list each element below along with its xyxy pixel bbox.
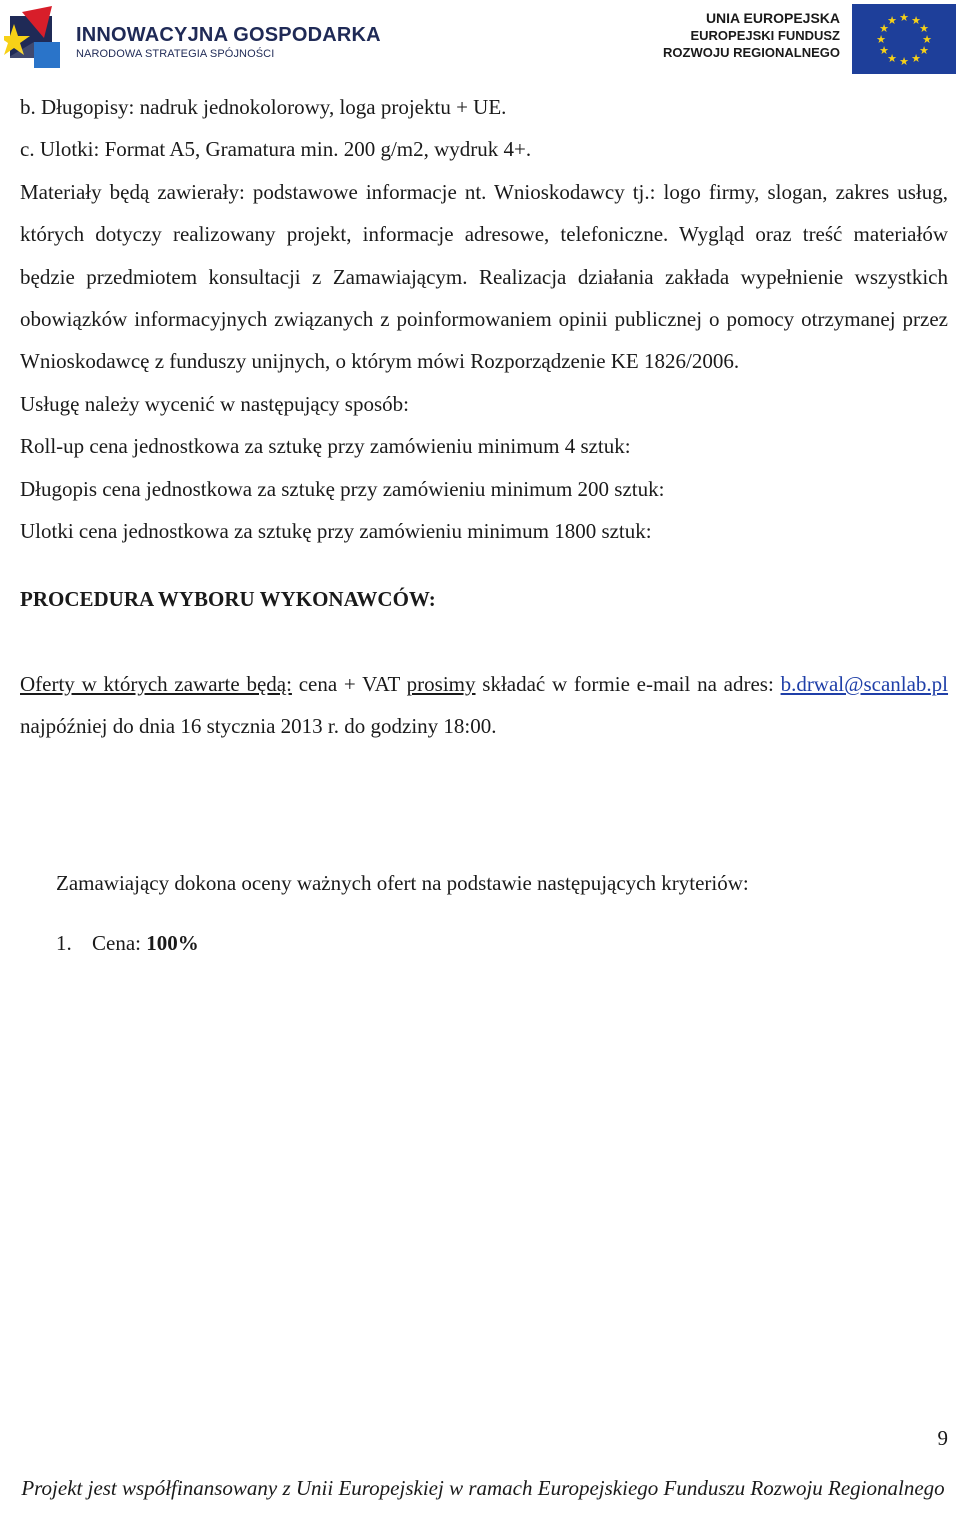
criteria-label: Cena: xyxy=(92,931,141,955)
svg-text:★: ★ xyxy=(887,52,897,65)
pricing-rollup: Roll-up cena jednostkowa za sztukę przy zamówieniu minimum 4 sztuk: xyxy=(20,434,631,459)
eu-line-3: ROZWOJU REGIONALNEGO xyxy=(663,45,840,60)
criteria-item xyxy=(56,922,936,964)
svg-text:★: ★ xyxy=(887,14,897,27)
criteria-number: 1. xyxy=(56,931,72,955)
list-item-c: c. Ulotki: Format A5, Gramatura min. 200 g/m2, wydruk 4+. xyxy=(20,137,532,162)
offer-paragraph xyxy=(20,663,948,748)
ig-title: INNOWACYJNA GOSPODARKA xyxy=(76,24,381,46)
offer-email-link[interactable]: b.drwal@scanlab.pl xyxy=(780,671,949,696)
svg-text:★: ★ xyxy=(899,11,909,24)
svg-text:★: ★ xyxy=(911,14,921,27)
criteria-section xyxy=(56,862,936,964)
pricing-leaflet: Ulotki cena jednostkowa za sztukę przy zamówieniu minimum 1800 sztuk: xyxy=(20,519,652,544)
eu-line-2: EUROPEJSKI FUNDUSZ xyxy=(690,28,840,43)
procedure-heading: PROCEDURA WYBORU WYKONAWCÓW: xyxy=(20,587,436,612)
page-number: 9 xyxy=(937,1426,948,1450)
criteria-intro: Zamawiający dokona oceny ważnych ofert na podstawie następujących kryteriów: xyxy=(56,871,749,895)
svg-text:★: ★ xyxy=(879,44,889,57)
eu-line-1: UNIA EUROPEJSKA xyxy=(705,10,840,26)
eu-logo xyxy=(658,4,958,74)
svg-text:★: ★ xyxy=(919,44,929,57)
pricing-intro: Usługę należy wycenić w następujący sposób: xyxy=(20,391,409,416)
svg-text:★: ★ xyxy=(899,55,909,68)
ig-subtitle: NARODOWA STRATEGIA SPÓJNOŚCI xyxy=(76,48,275,60)
footer-note: Projekt jest współfinansowany z Unii Europejskiej w ramach Europejskiego Funduszu Rozwoju Regionalnego xyxy=(21,1476,945,1500)
svg-text:★: ★ xyxy=(879,22,889,35)
svg-text:★: ★ xyxy=(911,52,921,65)
offer-tail: najpóźniej do dnia 16 stycznia 2013 r. do godziny 18:00. xyxy=(20,714,497,739)
document-body xyxy=(20,86,948,748)
eu-flag-icon xyxy=(852,4,956,74)
ig-logo-icon xyxy=(4,2,66,72)
svg-text:★: ★ xyxy=(919,22,929,35)
offer-prosimy: prosimy xyxy=(406,671,476,696)
offer-vat: VAT xyxy=(362,671,400,696)
svg-text:★: ★ xyxy=(922,33,932,46)
offer-underlined: Oferty w których zawarte będą: xyxy=(20,671,292,696)
svg-text:★: ★ xyxy=(876,33,886,46)
eu-text-block xyxy=(663,10,840,61)
materials-paragraph: Materiały będą zawierały: podstawowe informacje nt. Wnioskodawcy tj.: logo firmy, slogan, zakres usług, których dotyczy realizowany projekt, informacje adresowe, telefoniczne. Wygląd oraz treść materiałów będzie przedmiotem konsultacji z Zamawiającym. Realizacja działania zakłada wypełnienie wszystkich obowiązków informacyjnych związanych z poinformowaniem opinii publicznej o pomocy otrzymanej przez Wnioskodawcę z funduszy unijnych, o którym mówi Rozporządzenie KE 1826/2006. xyxy=(20,179,948,374)
offer-mid: składać w formie e-mail na adres: xyxy=(482,671,774,696)
criteria-value: 100% xyxy=(146,931,199,955)
offer-cena: cena + xyxy=(298,671,356,696)
pricing-pen: Długopis cena jednostkowa za sztukę przy zamówieniu minimum 200 sztuk: xyxy=(20,476,665,501)
innowacyjna-gospodarka-logo xyxy=(4,2,384,72)
list-item-b: b. Długopisy: nadruk jednokolorowy, loga projektu + UE. xyxy=(20,95,507,119)
